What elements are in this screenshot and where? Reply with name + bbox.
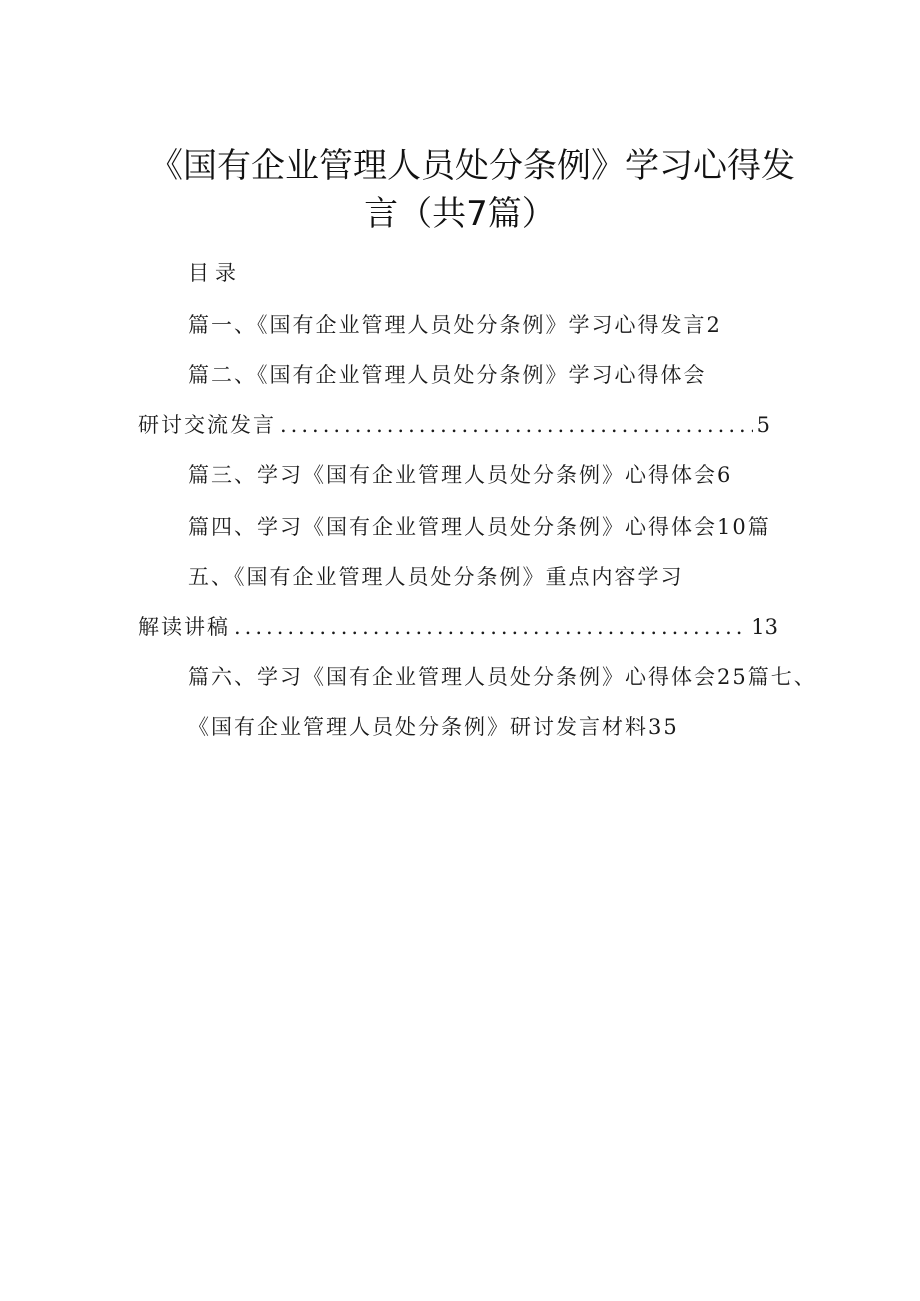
toc-entry-5-continued[interactable] xyxy=(138,612,778,642)
toc-entry-2-page: 5 xyxy=(756,413,770,437)
toc-entry-5-text: 解读讲稿 xyxy=(138,615,230,639)
toc-entry-3[interactable]: 篇三、学习《国有企业管理人员处分条例》心得体会6 xyxy=(188,463,733,487)
toc-entry-2-text: 研讨交流发言 xyxy=(138,413,276,437)
toc-entry-2[interactable]: 篇二、《国有企业管理人员处分条例》学习心得体会 xyxy=(188,363,707,387)
toc-leader-dots xyxy=(280,410,753,440)
toc-heading: 目录 xyxy=(188,261,242,285)
toc-entry-4[interactable]: 篇四、学习《国有企业管理人员处分条例》心得体会10篇 xyxy=(188,515,771,539)
toc-entry-5-page: 13 xyxy=(751,615,778,639)
toc-entry-5[interactable]: 五、《国有企业管理人员处分条例》重点内容学习 xyxy=(188,565,684,589)
document-title-line-1: 《国有企业管理人员处分条例》学习心得发 xyxy=(149,146,795,186)
toc-entry-7[interactable]: 《国有企业管理人员处分条例》研讨发言材料35 xyxy=(188,715,679,739)
toc-entry-2-continued[interactable] xyxy=(138,410,770,440)
toc-entry-6[interactable]: 篇六、学习《国有企业管理人员处分条例》心得体会25篇七、 xyxy=(188,665,817,689)
toc-leader-dots xyxy=(234,612,747,642)
document-title-line-2: 言（共7篇） xyxy=(364,194,556,234)
toc-entry-1[interactable]: 篇一、《国有企业管理人员处分条例》学习心得发言2 xyxy=(188,313,722,337)
